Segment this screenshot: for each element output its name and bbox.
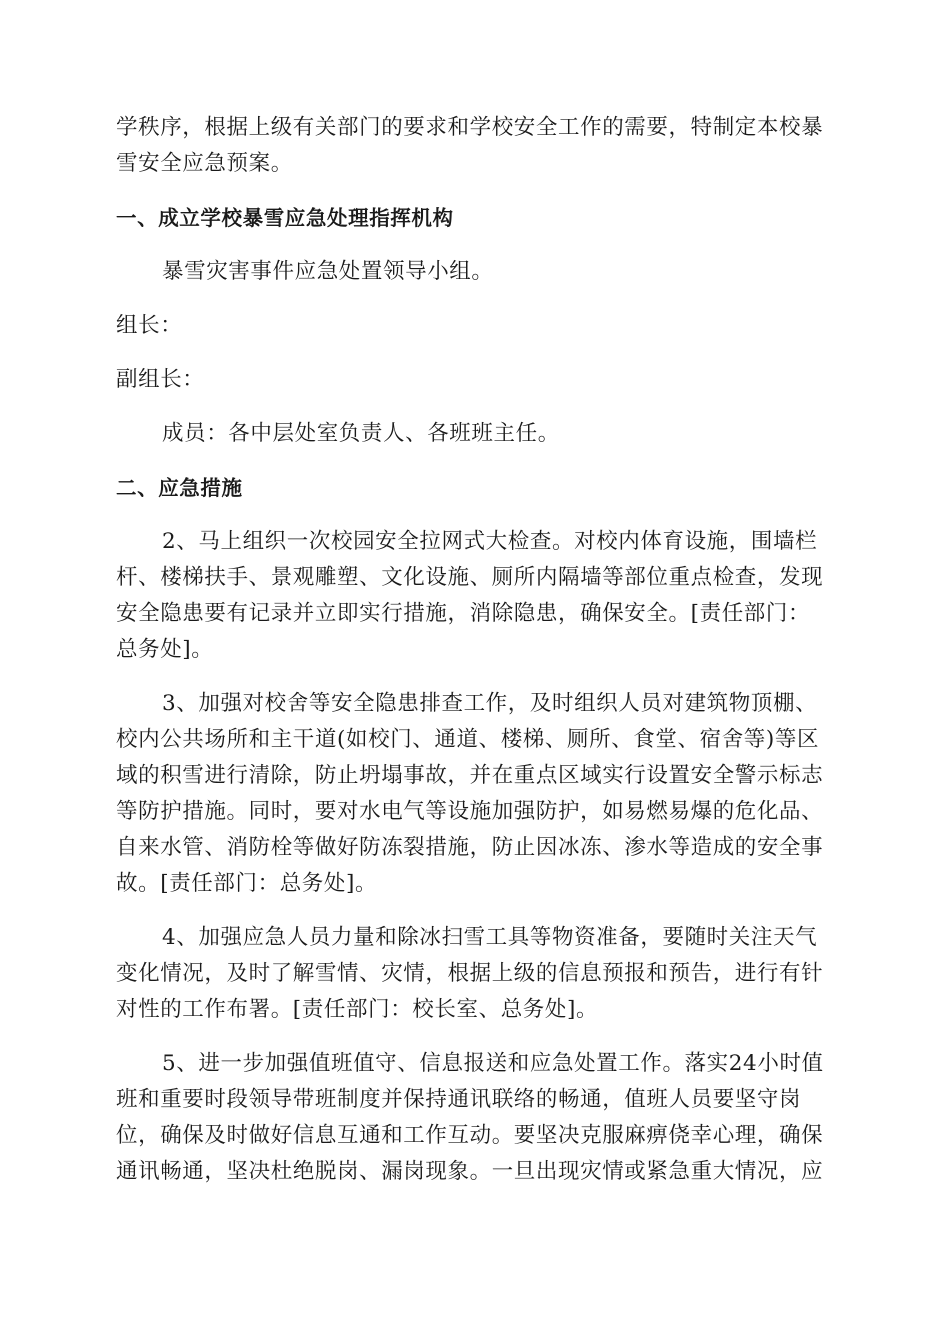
text-line: 位，确保及时做好信息互通和工作互动。要坚决克服麻痹侥幸心理，确保 bbox=[116, 1123, 824, 1148]
text-line: 组长： bbox=[116, 313, 183, 338]
text-line: 自来水管、消防栓等做好防冻裂措施，防止因冰冻、渗水等造成的安全事 bbox=[116, 835, 824, 860]
text-line: 故。[责任部门：总务处]。 bbox=[116, 871, 378, 896]
section-heading: 二、应急措施 bbox=[116, 476, 243, 500]
text-line: 班和重要时段领导带班制度并保持通讯联络的畅通，值班人员要坚守岗 bbox=[116, 1087, 802, 1112]
text-line: 通讯畅通，坚决杜绝脱岗、漏岗现象。一旦出现灾情或紧急重大情况，应 bbox=[116, 1159, 824, 1184]
item-5-paragraph bbox=[116, 1046, 832, 1190]
text-line: 学秩序，根据上级有关部门的要求和学校安全工作的需要，特制定本校暴 bbox=[116, 115, 824, 140]
text-line: 域的积雪进行清除，防止坍塌事故，并在重点区域实行设置安全警示标志 bbox=[116, 763, 824, 788]
text-line: 2、马上组织一次校园安全拉网式大检查。对校内体育设施，围墙栏 bbox=[162, 529, 818, 554]
members-paragraph bbox=[116, 416, 832, 452]
section1-heading-block bbox=[116, 200, 832, 236]
text-line: 变化情况，及时了解雪情、灾情，根据上级的信息预报和预告，进行有针 bbox=[116, 961, 824, 986]
text-line: 成员：各中层处室负责人、各班班主任。 bbox=[162, 421, 560, 446]
text-line: 雪安全应急预案。 bbox=[116, 151, 293, 176]
text-line: 对性的工作布署。[责任部门：校长室、总务处]。 bbox=[116, 997, 599, 1022]
document-page bbox=[116, 110, 832, 1208]
text-line: 副组长： bbox=[116, 367, 205, 392]
item-4-paragraph bbox=[116, 920, 832, 1028]
text-line: 杆、楼梯扶手、景观雕塑、文化设施、厕所内隔墙等部位重点检查，发现 bbox=[116, 565, 824, 590]
text-line: 总务处]。 bbox=[116, 637, 214, 662]
leader-group-paragraph bbox=[116, 254, 832, 290]
text-line: 5、进一步加强值班值守、信息报送和应急处置工作。落实24小时值 bbox=[162, 1051, 824, 1076]
item-2-paragraph bbox=[116, 524, 832, 668]
section2-heading-block bbox=[116, 470, 832, 506]
text-line: 等防护措施。同时，要对水电气等设施加强防护，如易燃易爆的危化品、 bbox=[116, 799, 824, 824]
deputy-leader-paragraph bbox=[116, 362, 832, 398]
intro-paragraph bbox=[116, 110, 832, 182]
item-3-paragraph bbox=[116, 686, 832, 902]
text-line: 暴雪灾害事件应急处置领导小组。 bbox=[162, 259, 494, 284]
section-heading: 一、成立学校暴雪应急处理指挥机构 bbox=[116, 206, 454, 230]
text-line: 3、加强对校舍等安全隐患排查工作，及时组织人员对建筑物顶棚、 bbox=[162, 691, 818, 716]
text-line: 校内公共场所和主干道(如校门、通道、楼梯、厕所、食堂、宿舍等)等区 bbox=[116, 727, 820, 752]
leader-paragraph bbox=[116, 308, 832, 344]
text-line: 安全隐患要有记录并立即实行措施，消除隐患，确保安全。[责任部门： bbox=[116, 601, 811, 626]
text-line: 4、加强应急人员力量和除冰扫雪工具等物资准备，要随时关注天气 bbox=[162, 925, 818, 950]
